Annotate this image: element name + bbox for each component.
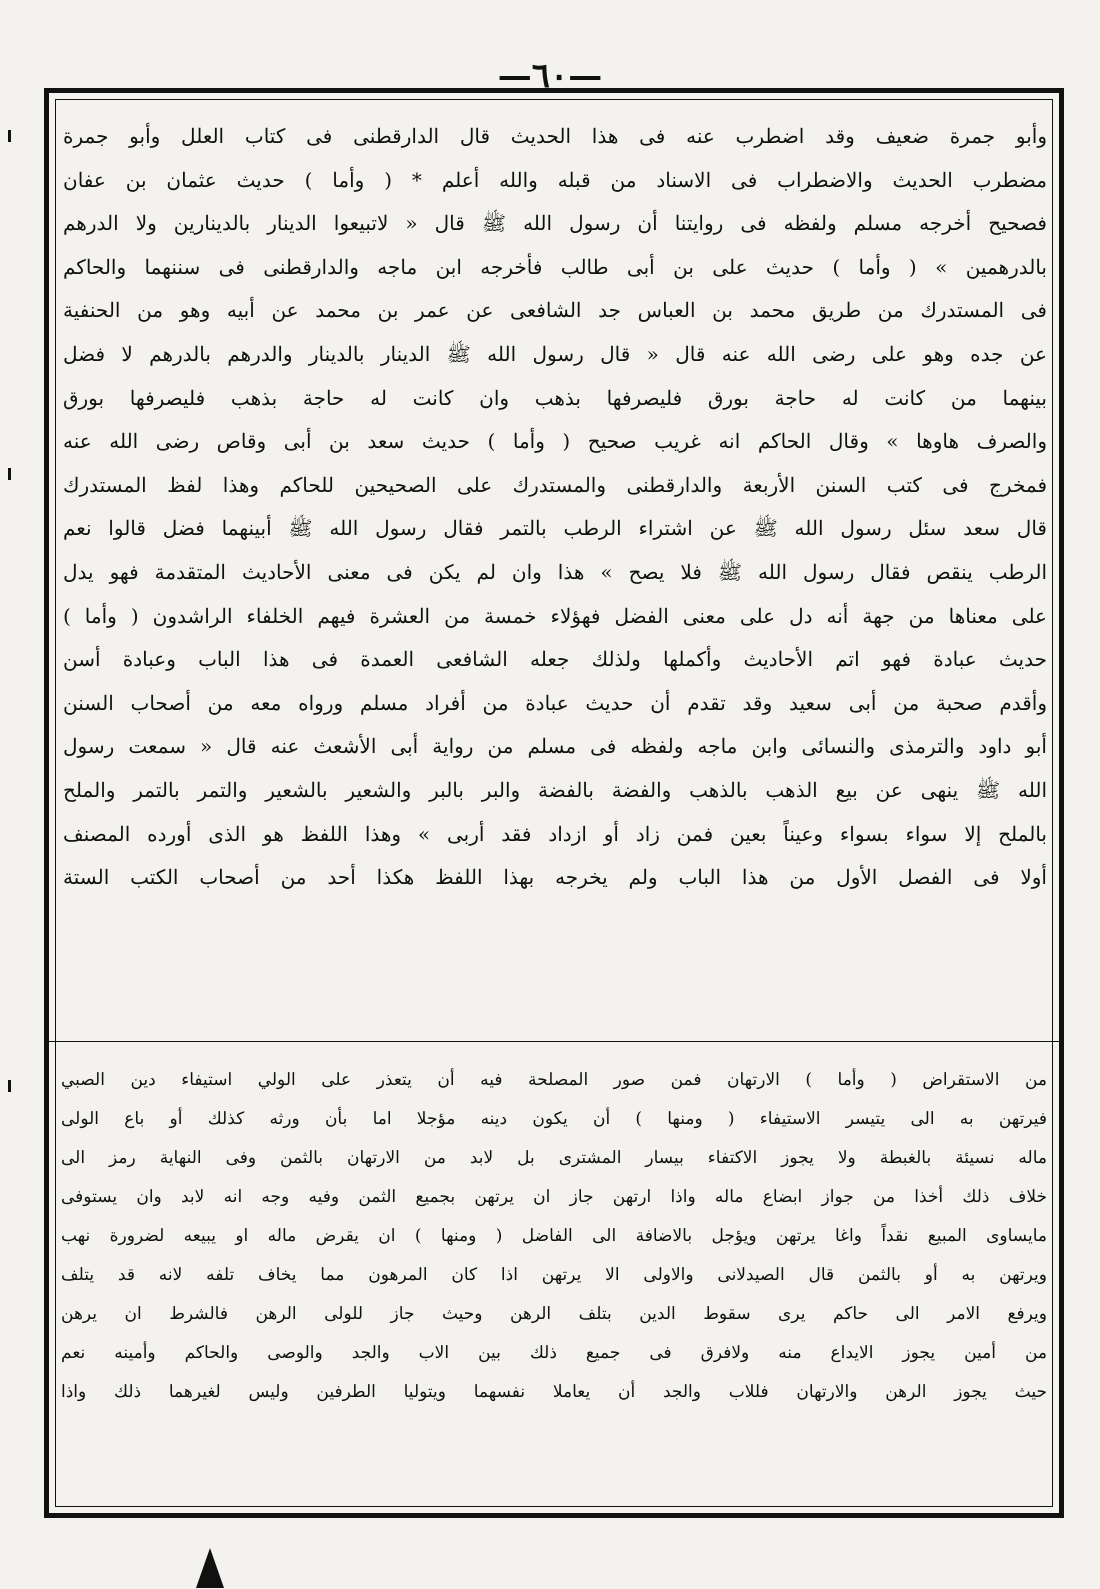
- footnote-line: ماله نسيئة بالغبطة ولا يجوز الاكتفاء بيسار المشترى بل لابد من الارتهان بالثمن وفى النهاية رمز الى: [61, 1148, 1047, 1168]
- main-text-line: وأبو جمرة ضعيف وقد اضطرب عنه فى هذا الحديث قال الدارقطنى فى كتاب العلل وأبو جمرة: [63, 124, 1047, 148]
- main-text-line: وأقدم صحبة من أبى سعيد وقد تقدم أن حديث عبادة من أفراد مسلم ورواه معه من أصحاب السنن: [63, 690, 1047, 715]
- margin-mark: [8, 1080, 11, 1092]
- main-text-line: أبو داود والترمذى والنسائى وابن ماجه ولفظه فى مسلم من رواية أبى الأشعث عنه قال « سمعت رسول: [63, 734, 1047, 759]
- main-text-line: فمخرج فى كتب السنن الأربعة والدارقطنى والمستدرك على الصحيحين للحاكم وهذا لفظ المستدرك: [63, 472, 1047, 497]
- footnote-line: من أمين يجوز الايداع منه ولافرق فى جميع ذلك بين الاب والجد والوصى والحاكم وأمينه نعم: [61, 1343, 1047, 1363]
- main-text-line: على معناها من جهة أنه دل على معنى الفضل فهؤلاء خمسة من العشرة فيهم الخلفاء الراشدون ( وأما ): [63, 603, 1047, 628]
- bottom-edge-mark: [196, 1548, 224, 1588]
- main-text-line: والصرف هاوها » وقال الحاكم انه غريب صحيح ( وأما ) حديث سعد بن أبى وقاص رضى الله عنه: [63, 429, 1047, 454]
- main-text-line: الله ﷺ ينهى عن بيع الذهب بالذهب والفضة بالفضة والبر بالبر والشعير بالشعير والتمر بالتمر والملح: [63, 777, 1047, 802]
- main-text-line: فى المستدرك من طريق محمد بن العباس جد الشافعى عن عمر بن محمد عن أبيه وهو من الحنفية: [63, 298, 1047, 323]
- main-text-line: مضطرب الحديث والاضطراب فى الاسناد من قبله والله أعلم * ( وأما ) حديث عثمان بن عفان: [63, 167, 1047, 192]
- footnote-line: حيث يجوز الرهن والارتهان فللاب والجد أن يعاملا نفسهما ويتوليا الطرفين وليس لغيرهما ذلك واذا: [61, 1382, 1047, 1402]
- main-text-line: الرطب ينقص فقال رسول الله ﷺ فلا يصح » هذا وان لم يكن فى معنى الأحاديث المتقدمة فهو يدل: [63, 559, 1047, 584]
- footnote-line: ويرتهن به أو بالثمن قال الصيدلانى والاولى الا يرتهن اذا كان المرهون مما يخاف تلفه لانه قد يتلف: [61, 1265, 1047, 1285]
- main-text-line: فصحيح أخرجه مسلم ولفظه فى روايتنا أن رسول الله ﷺ قال « لاتبيعوا الدينار بالدينارين ولا الدرهم: [63, 211, 1047, 236]
- main-text: [63, 115, 1047, 900]
- page-number: —٦٠—: [497, 56, 603, 96]
- footnote-line: فيرتهن به الى يتيسر الاستيفاء ( ومنها ) أن يكون دينه مؤجلا اما بأن ورثه كذلك أو باع الولى: [61, 1109, 1047, 1129]
- main-text-line: بينهما من كانت له حاجة بورق فليصرفها بذهب وان كانت له حاجة بذهب فليصرفها بورق: [63, 385, 1047, 410]
- main-text-line: حديث عبادة فهو اتم الأحاديث وأكملها ولذلك جعله الشافعى العمدة فى هذا الباب وعبادة أسن: [63, 647, 1047, 672]
- main-text-line: بالملح إلا سواء بسواء وعيناً بعين فمن زاد أو ازداد فقد أربى » وهذا اللفظ هو الذى أورده المصنف: [63, 821, 1047, 846]
- main-text-line: قال سعد سئل رسول الله ﷺ عن اشتراء الرطب بالتمر فقال رسول الله ﷺ أبينهما فضل قالوا نعم: [63, 516, 1047, 541]
- margin-mark: [8, 130, 11, 142]
- footnote-line: من الاستقراض ( وأما ) الارتهان فمن صور المصلحة فيه أن يتعذر على الولي استيفاء دين الصبي: [61, 1070, 1047, 1090]
- footnote-line: ويرفع الامر الى حاكم يرى سقوط الدين بتلف الرهن وحيث جاز للولى الرهن فالشرط ان يرهن: [61, 1304, 1047, 1324]
- footnote-text: [61, 1061, 1047, 1412]
- footnote-line: مايساوى المبيع نقداً واغا يرتهن ويؤجل بالاضافة الى الفاضل ( ومنها ) ان يقرض ماله او يبيعه لضرورة نهب: [61, 1226, 1047, 1246]
- main-text-line: أولا فى الفصل الأول من هذا الباب ولم يخرجه بهذا اللفظ هكذا أحد من أصحاب الكتب الستة: [63, 865, 1047, 890]
- main-text-line: بالدرهمين » ( وأما ) حديث على بن أبى طالب فأخرجه ابن ماجه والدارقطنى فى سننهما والحاكم: [63, 254, 1047, 279]
- margin-mark: [8, 468, 11, 480]
- footnote-line: خلاف ذلك أخذا من جواز ابضاع ماله واذا ارتهن جاز ان يرتهن بجميع الثمن وفيه وجه انه لابد وان يستوفى: [61, 1187, 1047, 1207]
- main-text-line: عن جده وهو على رضى الله عنه قال « قال رسول الله ﷺ الدينار بالدينار والدرهم بالدرهم لا فضل: [63, 341, 1047, 366]
- footnote-separator: [49, 1041, 1059, 1042]
- page-frame: [44, 88, 1064, 1518]
